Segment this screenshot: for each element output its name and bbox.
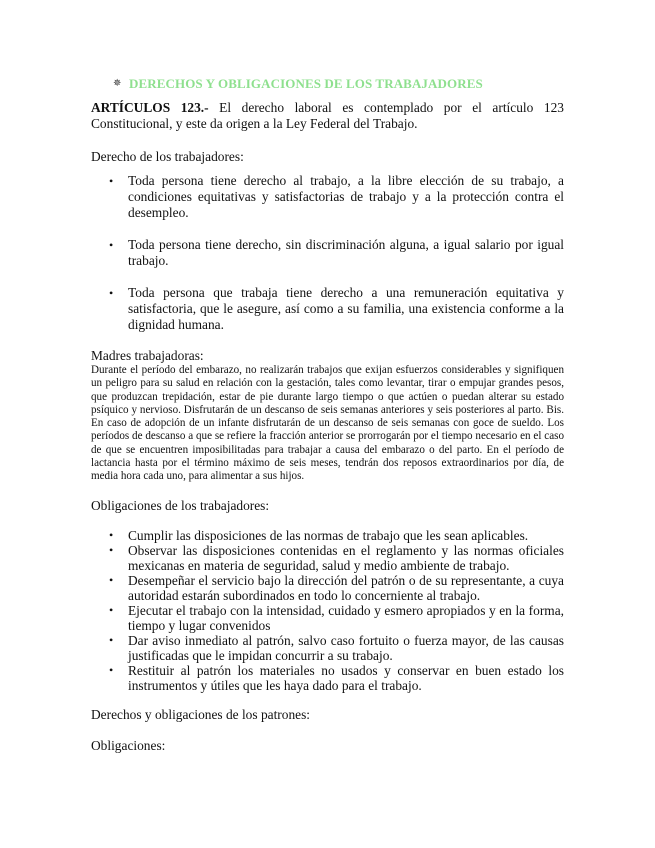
list-item [91, 573, 564, 603]
list-item-text: Observar las disposiciones contenidas en el reglamento y las normas oficiales mexicanas en materia de seguridad, salud y medio ambiente de trabajo. [128, 542, 564, 573]
list-item-text: Toda persona tiene derecho, sin discriminación alguna, a igual salario por igual trabajo. [128, 237, 564, 268]
list-item [91, 603, 564, 633]
document-page [91, 74, 564, 693]
list-item-text: Toda persona tiene derecho al trabajo, a la libre elección de su trabajo, a condiciones equitativas y satisfactorias de trabajo y a la protección contra el desempleo. [128, 173, 564, 220]
list-item-text: Toda persona que trabaja tiene derecho a una remuneración equitativa y satisfactoria, que le asegure, así como a su familia, una existencia conforme a la dignidad humana. [128, 285, 564, 332]
heading-title: DERECHOS Y OBLIGACIONES DE LOS TRABAJADORES [129, 76, 483, 91]
list-item-text: Desempeñar el servicio bajo la dirección del patrón o de su representante, a cuya autoridad estarán subordinados en todo lo concerniente al trabajo. [128, 572, 564, 603]
intro-paragraph [91, 100, 564, 132]
list-item [91, 173, 564, 221]
list-item [91, 543, 564, 573]
obligaciones-list [91, 528, 564, 693]
patrones-obligaciones-label: Obligaciones: [91, 738, 166, 753]
bullet-icon: • [109, 602, 114, 617]
derechos-list [91, 173, 564, 333]
list-item [91, 633, 564, 663]
list-item-text: Cumplir las disposiciones de las normas de trabajo que les sean aplicables. [128, 527, 529, 543]
list-item-text: Restituir al patrón los materiales no usados y conservar en buen estado los instrumentos y útiles que les haya dado para el trabajo. [128, 662, 564, 693]
derechos-label: Derecho de los trabajadores: [91, 149, 244, 164]
madres-label: Madres trabajadoras: [91, 348, 204, 363]
list-item [91, 528, 564, 543]
bullet-icon: • [109, 572, 114, 587]
intro-article-label: ARTÍCULOS 123.- [91, 100, 209, 115]
list-item-text: Ejecutar el trabajo con la intensidad, cuidado y esmero apropiados y en la forma, tiempo y lugar convenidos [128, 602, 564, 633]
bullet-icon: • [109, 238, 114, 252]
star-bullet-icon: ✵ [113, 78, 122, 89]
list-item [91, 285, 564, 333]
list-item-text: Dar aviso inmediato al patrón, salvo caso fortuito o fuerza mayor, de las causas justificadas que le impidan concurrir a su trabajo. [128, 632, 564, 663]
bullet-icon: • [109, 542, 114, 557]
section-heading [113, 74, 564, 94]
bullet-icon: • [109, 527, 114, 542]
bullet-icon: • [109, 286, 114, 300]
bullet-icon: • [109, 662, 114, 677]
bullet-icon: • [109, 632, 114, 647]
patrones-label: Derechos y obligaciones de los patrones: [91, 707, 311, 722]
list-item [91, 663, 564, 693]
intro-text: El derecho laboral es contemplado por el artículo 123 Constitucional, y este da origen a la Ley Federal del Trabajo. [91, 100, 564, 131]
list-item [91, 237, 564, 269]
obligaciones-label: Obligaciones de los trabajadores: [91, 497, 270, 513]
bullet-icon: • [109, 174, 114, 188]
madres-paragraph: Durante el período del embarazo, no realizarán trabajos que exijan esfuerzos considerables y signifiquen un peligro para su salud en relación con la gestación, tales como levantar, tirar o empujar grandes pesos, que produzcan trepidación, estar de pie durante largo tiempo o que actúen o puedan alterar su estado psíquico y nervioso. Disfrutarán de un descanso de seis semanas anteriores y seis posteriores al parto. Bis. En caso de adopción de un infante disfrutarán de un descanso de seis semanas con goce de sueldo. Los períodos de descanso a que se refiere la fracción anterior se prorrogarán por el tiempo necesario en el caso de que se encuentren imposibilitadas para trabajar a causa del embarazo o del parto. En el período de lactancia hasta por el término máximo de seis meses, tendrán dos reposos extraordinarios por día, de media hora cada uno, para alimentar a sus hijos. [91, 364, 564, 483]
